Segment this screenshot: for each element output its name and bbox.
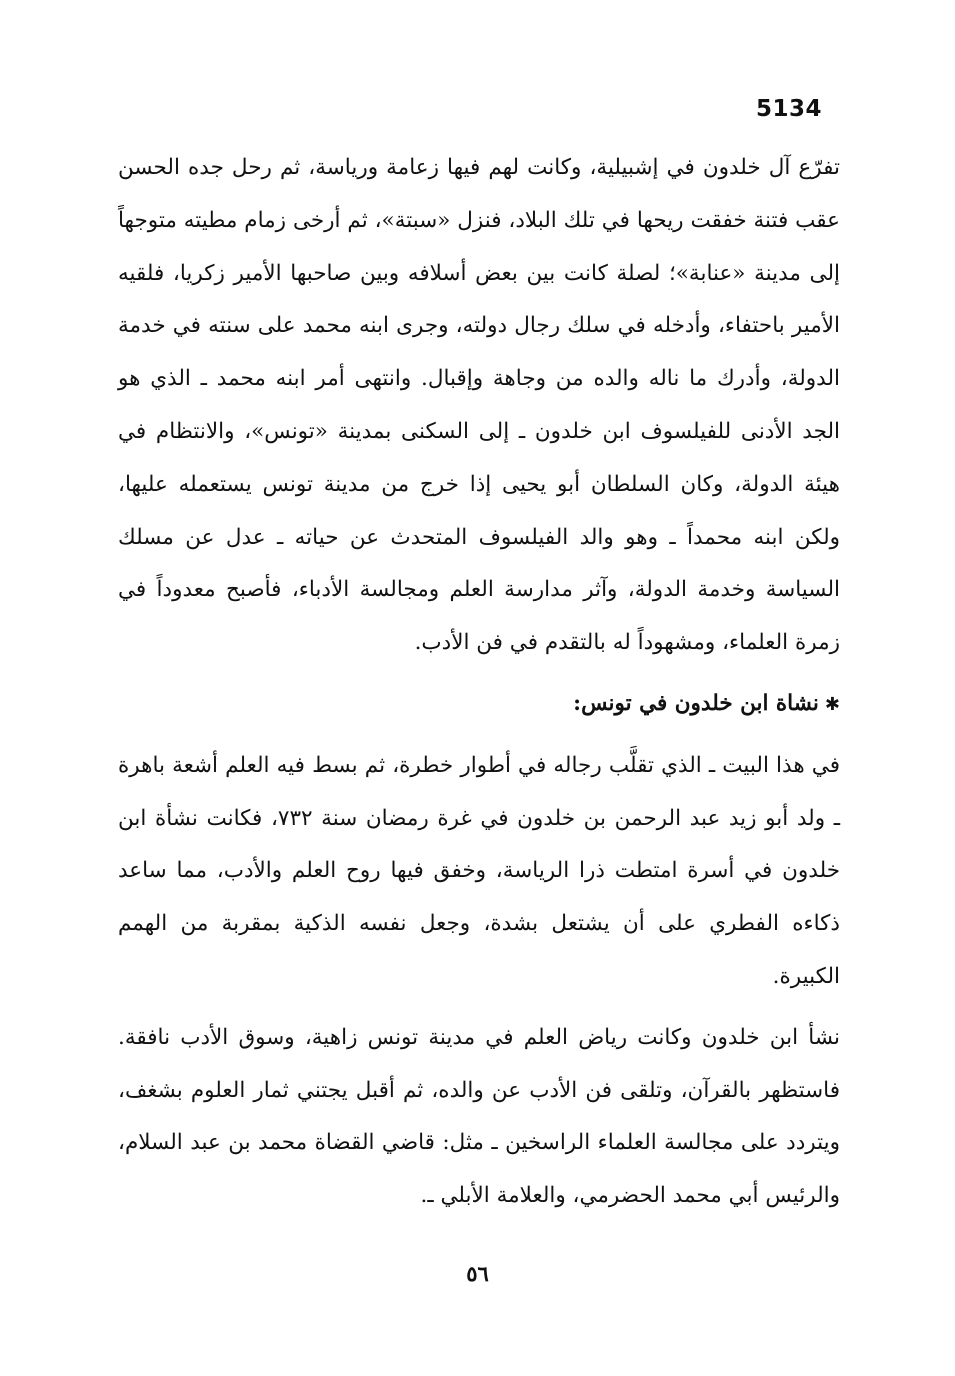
- page-body: [118, 142, 840, 1223]
- paragraph-family-history: تفرّع آل خلدون في إشبيلية، وكانت لهم فيها زعامة ورياسة، ثم رحل جده الحسن عقب فتنة خفقت ريحها في تلك البلاد، فنزل «سبتة»، ثم أرخى زمام مطيته متوجهاً إلى مدينة «عنابة»؛ لصلة كانت بين بعض أسلافه وبين صاحبها الأمير زكريا، فلقيه الأمير باحتفاء، وأدخله في سلك رجال دولته، وجرى ابنه محمد على سنته في خدمة الدولة، وأدرك ما ناله والده من وجاهة وإقبال. وانتهى أمر ابنه محمد ـ الذي هو الجد الأدنى للفيلسوف ابن خلدون ـ إلى السكنى بمدينة «تونس»، والانتظام في هيئة الدولة، وكان السلطان أبو يحيى إذا خرج من مدينة تونس يستعمله عليها، ولكن ابنه محمداً ـ وهو والد الفيلسوف المتحدث عن حياته ـ عدل عن مسلك السياسة وخدمة الدولة، وآثر مدارسة العلم ومجالسة الأدباء، فأصبح معدوداً في زمرة العلماء، ومشهوداً له بالتقدم في فن الأدب.: [118, 155, 840, 656]
- section-heading: [118, 678, 840, 732]
- paragraph-education: نشأ ابن خلدون وكانت رياض العلم في مدينة تونس زاهية، وسوق الأدب نافقة. فاستظهر بالقرآن، وتلقى فن الأدب عن والده، ثم أقبل يجتني ثمار العلوم بشغف، ويتردد على مجالسة العلماء الراسخين ـ مثل: قاضي القضاة محمد بن عبد السلام، والرئيس أبي محمد الحضرمي، والعلامة الأبلي ـ.: [118, 1024, 840, 1209]
- section-heading-text: نشاة ابن خلدون في تونس:: [573, 690, 819, 716]
- paragraph-upbringing: في هذا البيت ـ الذي تقلَّب رجاله في أطوار خطرة، ثم بسط فيه العلم أشعة باهرة ـ ولد أبو زيد عبد الرحمن بن خلدون في غرة رمضان سنة ٧٣٢، فكانت نشأة ابن خلدون في أسرة امتطت ذرا الرياسة، وخفق فيها روح العلم والأدب، مما ساعد ذكاءه الفطري على أن يشتعل بشدة، وجعل نفسه الذكية بمقربة من الهمم الكبيرة.: [118, 752, 840, 989]
- page-number: ٥٦: [466, 1261, 489, 1286]
- page-id-number: 5134: [755, 96, 822, 122]
- bullet-star-icon: ✱: [824, 693, 840, 715]
